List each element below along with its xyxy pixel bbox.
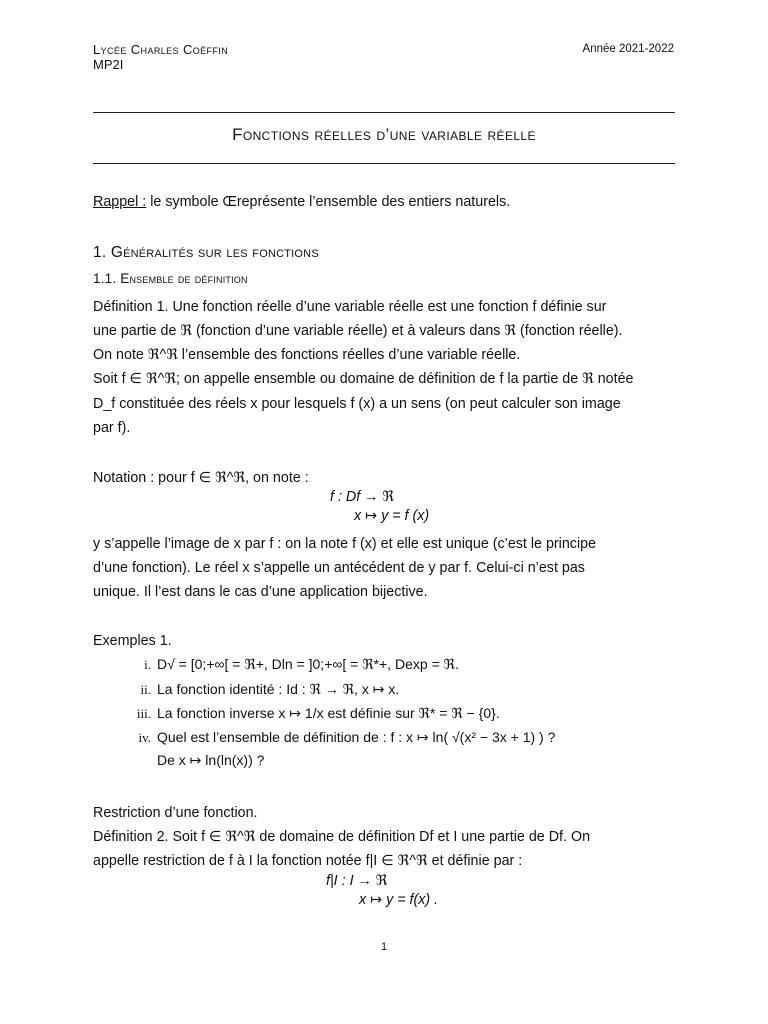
- definition-2-line-2: appelle restriction de f à I la fonction notée f|I ∈ ℜ^ℜ et définie par :: [93, 853, 523, 869]
- document-title: Fonctions réelles d’une variable réelle: [232, 125, 536, 144]
- example-item: [121, 752, 264, 769]
- definition-1-line-2: une partie de ℜ (fonction d’une variable réelle) et à valeurs dans ℜ (fonction réelle).: [93, 323, 623, 339]
- title-rule-bottom: [93, 163, 675, 164]
- definition-1-line-6: par f).: [93, 420, 131, 436]
- definition-1-line-4: Soit f ∈ ℜ^ℜ; on appelle ensemble ou domaine de définition de f la partie de ℜ notée: [93, 371, 634, 387]
- school-name: Lycée Charles Coëffin: [93, 42, 229, 57]
- example-item: [121, 705, 500, 722]
- notation-paragraph-line-1: y s’appelle l’image de x par f : on la note f (x) et elle est unique (c’est le principe: [93, 536, 597, 552]
- example-item: [121, 656, 459, 673]
- restriction-mapping-line-2: x ↦ y = f(x) .: [359, 892, 439, 908]
- example-text: Quel est l’ensemble de définition de : f : x ↦ ln( √(x² − 3x + 1) ) ?: [157, 729, 556, 745]
- examples-label: Exemples 1.: [93, 633, 172, 649]
- subsection-heading: 1.1. Ensemble de définition: [93, 271, 248, 286]
- example-text: De x ↦ ln(ln(x)) ?: [157, 752, 265, 768]
- example-item: [121, 729, 555, 746]
- notation-mapping-line-1: f : Df → ℜ: [330, 489, 395, 505]
- definition-1-line-1: Définition 1. Une fonction réelle d’une variable réelle est une fonction f définie sur: [93, 299, 607, 315]
- example-text: D√ = [0;+∞[ = ℜ+, Dln = ]0;+∞[ = ℜ*+, Dexp = ℜ.: [157, 656, 459, 672]
- class-name: MP2I: [93, 57, 124, 72]
- rappel-text: le symbole Œreprésente l’ensemble des entiers naturels.: [146, 194, 511, 210]
- definition-2-line-1: Définition 2. Soit f ∈ ℜ^ℜ de domaine de définition Df et I une partie de Df. On: [93, 829, 591, 845]
- example-number: ii.: [140, 682, 151, 697]
- restriction-mapping-line-1: f|I : I → ℜ: [326, 873, 388, 889]
- definition-1-line-3: On note ℜ^ℜ l’ensemble des fonctions réelles d’une variable réelle.: [93, 347, 521, 363]
- notation-mapping-line-2: x ↦ y = f (x): [354, 508, 430, 524]
- notation-paragraph-line-3: unique. Il l’est dans le cas d’une application bijective.: [93, 584, 428, 600]
- example-text: La fonction inverse x ↦ 1/x est définie sur ℜ* = ℜ − {0}.: [157, 705, 500, 721]
- school-year: Année 2021-2022: [582, 43, 674, 55]
- page-number: 1: [380, 941, 388, 953]
- section-heading: 1. Généralités sur les fonctions: [93, 244, 319, 261]
- example-number: i.: [144, 657, 151, 672]
- notation-intro: Notation : pour f ∈ ℜ^ℜ, on note :: [93, 470, 309, 486]
- rappel-label: Rappel :: [93, 194, 147, 210]
- example-number: iv.: [138, 730, 151, 745]
- rappel-paragraph: [93, 190, 676, 214]
- example-text: La fonction identité : Id : ℜ → ℜ, x ↦ x.: [157, 681, 400, 697]
- example-item: [121, 681, 399, 698]
- definition-1-line-5: D_f constituée des réels x pour lesquels f (x) a un sens (on peut calculer son image: [93, 396, 621, 412]
- restriction-heading: Restriction d’une fonction.: [93, 805, 258, 821]
- title-rule-top: [93, 112, 675, 113]
- notation-paragraph-line-2: d’une fonction). Le réel x s’appelle un antécédent de y par f. Celui-ci n’est pas: [93, 560, 585, 576]
- example-number: iii.: [136, 706, 151, 721]
